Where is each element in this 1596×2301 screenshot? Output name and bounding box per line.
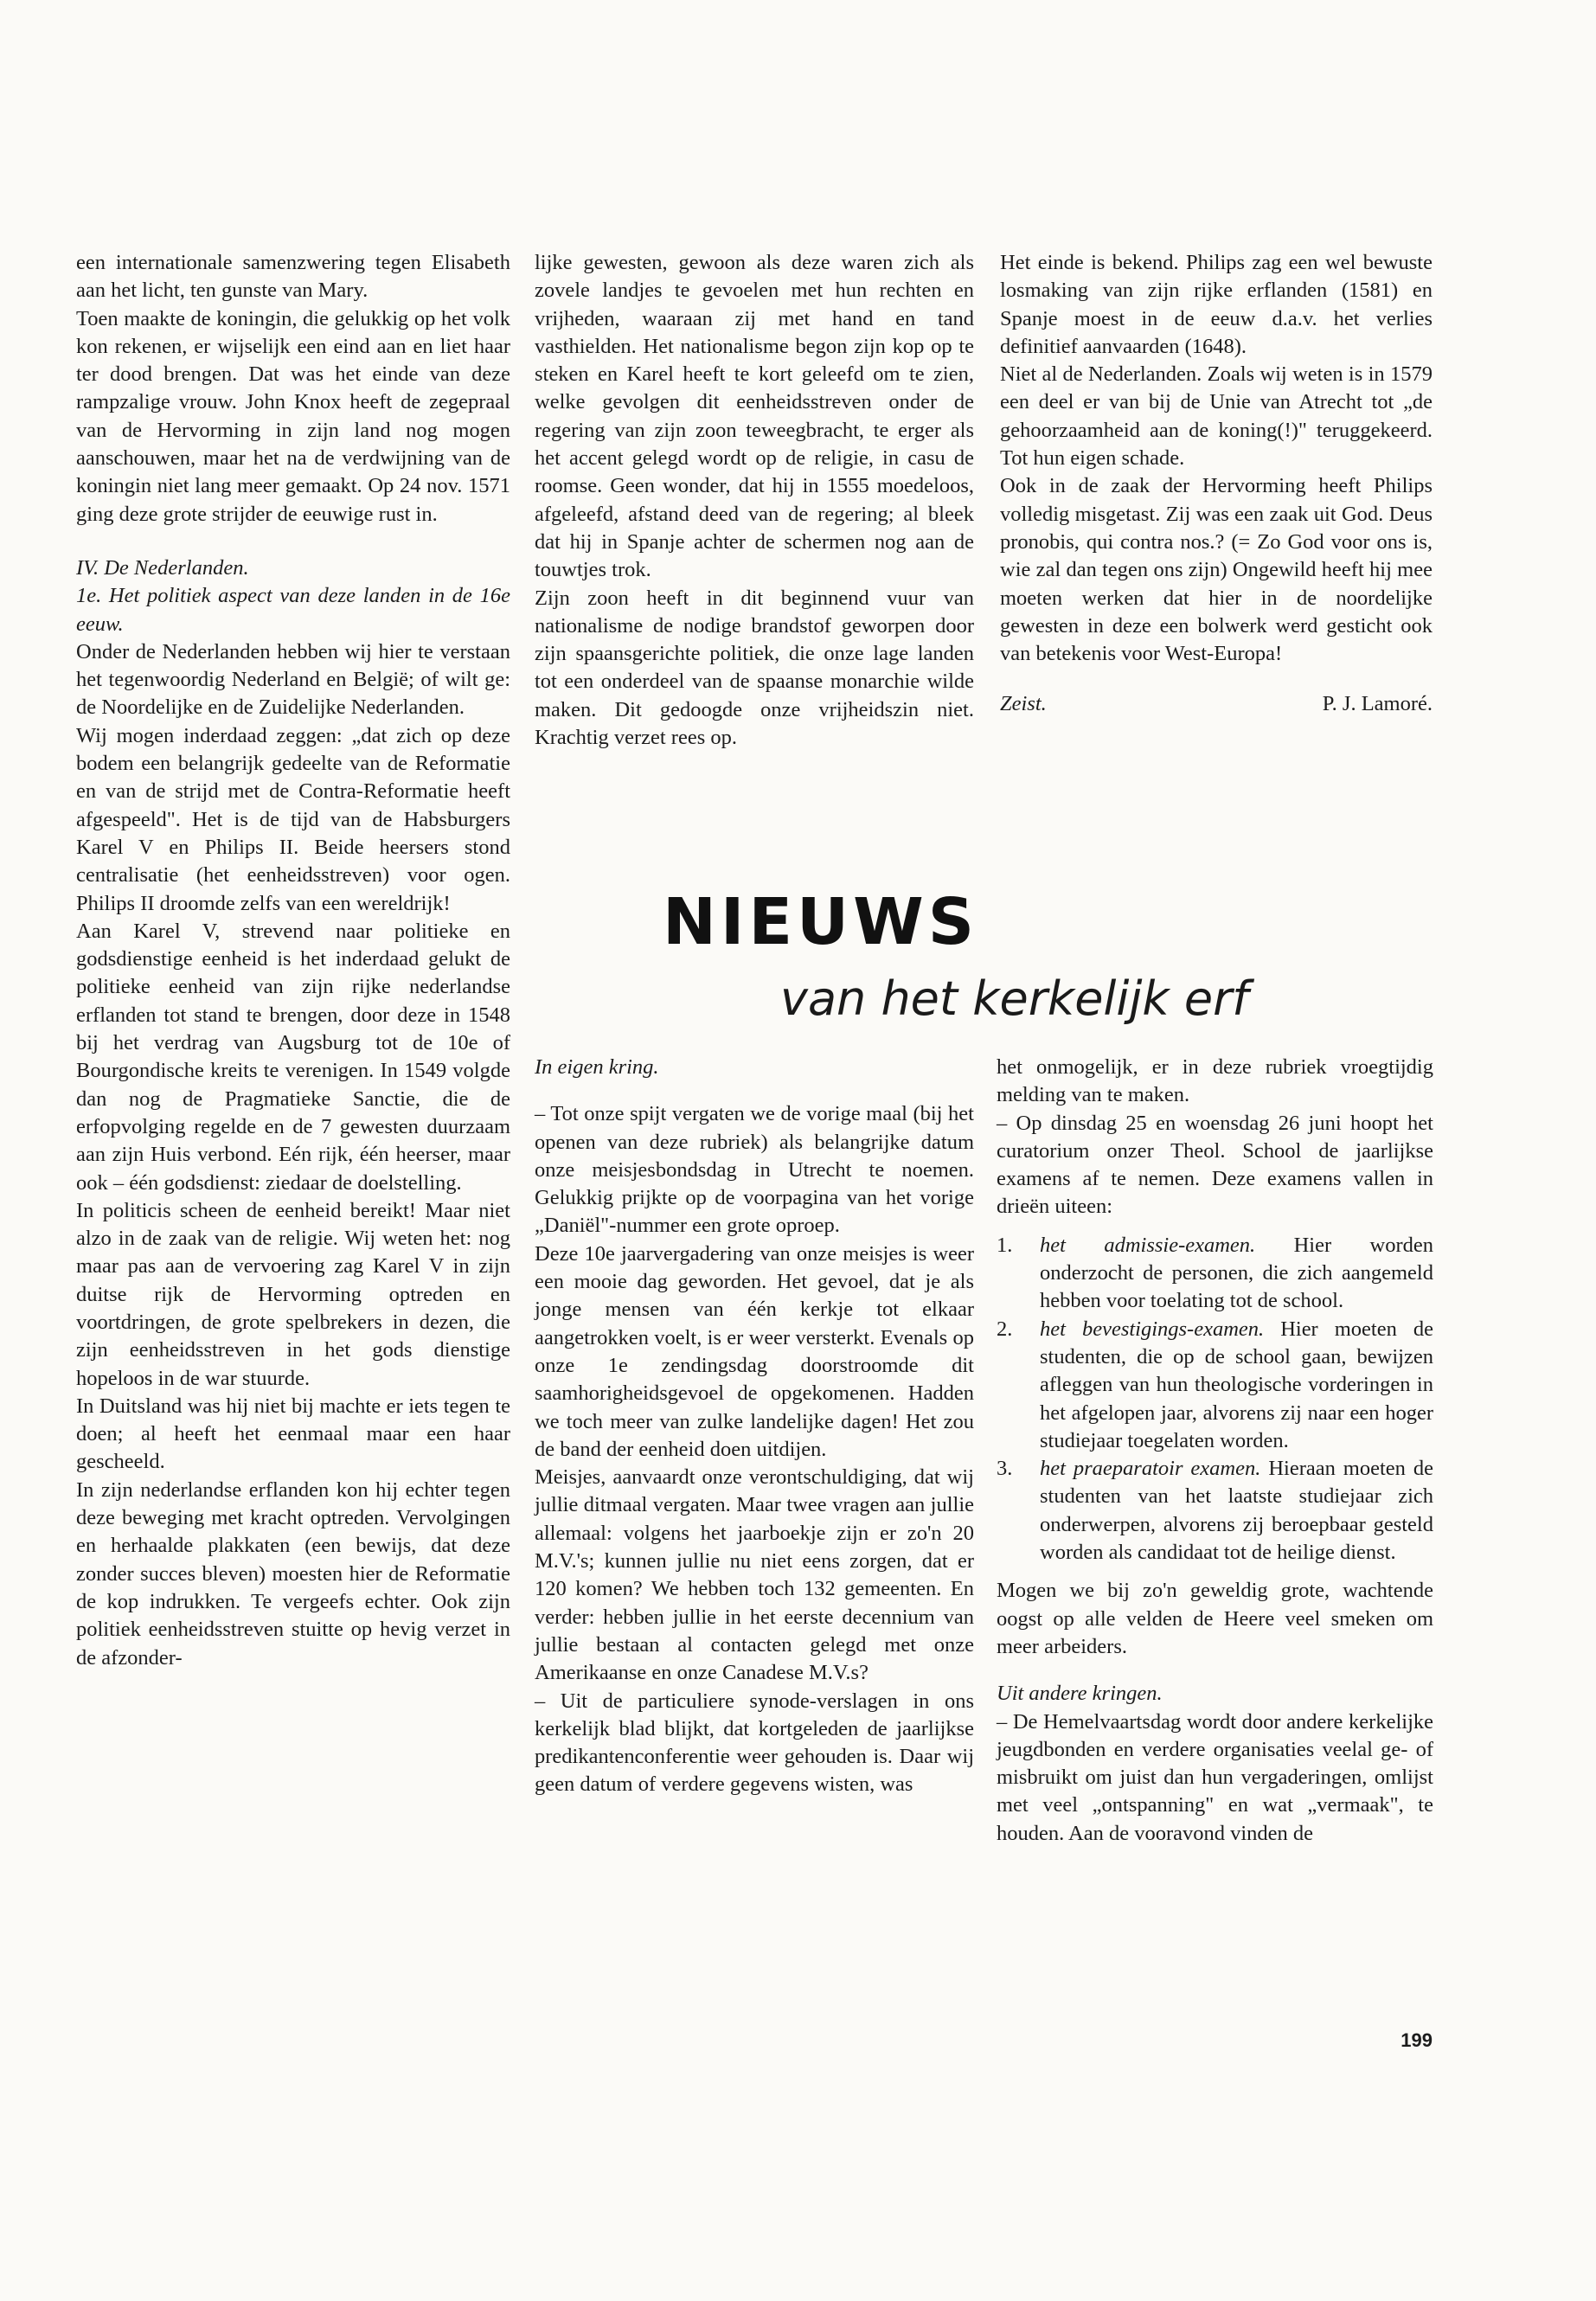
paragraph: het onmogelijk, er in deze rubriek vroegtijdig melding van te maken. xyxy=(997,1055,1433,1107)
paragraph: Meisjes, aanvaardt onze verontschuldiging, dat wij jullie ditmaal vergaten. Maar twee vragen aan jullie allemaal: volgens het jaarboekje zijn er zo'n 20 M.V.'s; kunnen jullie nu niet eens zorgen, dat er 120 komen? We hebben toch 132 gemeenten. En verder: hebben jullie in het eerste decennium van jullie bestaan al contacten gelegd met onze Amerikaanse en onze Canadese M.V.s? xyxy=(535,1465,974,1685)
paragraph: – Op dinsdag 25 en woensdag 26 juni hoopt het curatorium onzer Theol. School de jaarlijkse examens af te nemen. Deze examens vallen in drieën uiteen: xyxy=(997,1111,1433,1219)
news-section-heading: Uit andere kringen. xyxy=(997,1682,1163,1706)
paragraph: Zijn zoon heeft in dit beginnend vuur van nationalisme de nodige brandstof geworpen door zijn spaansgerichte politiek, die onze lage landen tot een onderdeel van de spaanse monarchie wilde maken. Dit gedoogde onze vrijheidszin niet. Krachtig verzet rees op. xyxy=(535,586,974,750)
paragraph: Mogen we bij zo'n geweldig grote, wachtende oogst op alle velden de Heere veel smeken om meer arbeiders. xyxy=(997,1579,1433,1658)
paragraph: een internationale samenzwering tegen Elisabeth aan het licht, ten gunste van Mary. xyxy=(76,251,510,303)
exam-name: het bevestigings-examen. xyxy=(1040,1317,1265,1341)
paragraph: – Uit de particuliere synode-verslagen in ons kerkelijk blad blijkt, dat kortgeleden de jaarlijkse predikantenconferentie weer gehouden is. Daar wij geen datum of verdere gegevens wisten, was xyxy=(535,1689,974,1797)
news-heading-title: NIEUWS xyxy=(663,885,979,959)
paragraph: Deze 10e jaarvergadering van onze meisjes is weer een mooie dag geworden. Het gevoel, dat je als jonge mensen van één kerkje tot elkaar aangetrokken voelt, is er weer versterkt. Evenals op onze 1e zendingsdag doorstroomde dit saamhorigheidsgevoel de opgekomenen. Hadden we toch meer van zulke landelijke dagen! Het zou de band der eenheid doen uitdijen. xyxy=(535,1241,974,1461)
news-column-left xyxy=(535,1054,974,1799)
list-item-body xyxy=(1040,1232,1433,1316)
section-heading: IV. De Nederlanden. xyxy=(76,555,249,580)
paragraph: Wij mogen inderdaad zeggen: „dat zich op deze bodem een belangrijk gedeelte van de Reformatie en van de strijd met de Contra-Reformatie heeft afgespeeld". Het is de tijd van de Habsburgers Karel V en Philips II. Beide heersers stond centralisatie (het eenheidsstreven) voor ogen. Philips II droomde zelfs van een wereldrijk! xyxy=(76,723,510,915)
signature-place: Zeist. xyxy=(1000,692,1047,716)
paragraph: In zijn nederlandse erflanden kon hij echter tegen deze beweging met kracht optreden. Vervolgingen en herhaalde plakkaten (een bewijs, dat deze zonder succes bleven) moesten hier de Reformatie de kop indrukken. Te vergeefs echter. Ook zijn politiek eenheidsstreven stuitte op hevig verzet in de afzonder- xyxy=(76,1477,510,1670)
paragraph: Aan Karel V, strevend naar politieke en godsdienstige eenheid is het inderdaad gelukt de politieke eenheid van zijn rijke nederlandse erflanden tot stand te brengen, door deze in 1548 bij het verdrag van Augsburg tot de 10e of Bourgondische kreits te verenigen. In 1549 volgde dan nog de Pragmatieke Sanctie, die de erfopvolging regelde en de 7 gewesten duurzaam aan zijn Huis verbond. Eén rijk, één heerser, maar ook – één godsdienst: ziedaar de doelstelling. xyxy=(76,919,510,1195)
article-column-3 xyxy=(1000,249,1433,719)
list-item xyxy=(997,1232,1433,1316)
signature xyxy=(1000,690,1433,718)
exam-text: Hier moeten de studenten, die op de school gaan, bewijzen afleggen van hun theologische vorderingen in het afgelopen jaar, alvorens zij naar een hoger studiejaar toegelaten worden. xyxy=(1040,1317,1433,1452)
list-item-body xyxy=(1040,1316,1433,1455)
exam-name: het admissie-examen. xyxy=(1040,1233,1256,1257)
exam-name: het praeparatoir examen. xyxy=(1040,1457,1261,1481)
list-number: 3. xyxy=(997,1457,1013,1481)
article-column-2 xyxy=(535,249,974,752)
subsection-heading: 1e. Het politiek aspect van deze landen in de 16e eeuw. xyxy=(76,584,510,636)
list-item-body xyxy=(1040,1455,1433,1567)
signature-author: P. J. Lamoré. xyxy=(1322,692,1433,716)
paragraph: In Duitsland was hij niet bij machte er iets tegen te doen; al heeft het eenmaal maar een haar gescheeld. xyxy=(76,1394,510,1474)
list-item xyxy=(997,1455,1433,1567)
paragraph: – De Hemelvaartsdag wordt door andere kerkelijke jeugdbonden en verdere organisaties veelal ge- of misbruikt om juist dan hun vergaderingen, omlijst met veel „ontspanning" en wat „vermaak", te houden. Aan de vooravond vinden de xyxy=(997,1709,1433,1845)
paragraph: Toen maakte de koningin, die gelukkig op het volk kon rekenen, er wijselijk een eind aan en liet haar ter dood brengen. Dat was het einde van deze rampzalige vrouw. John Knox heeft de zegepraal van de Hervorming in zijn land nog mogen aanschouwen, maar het na de verdwijning van de koningin niet lang meer gemaakt. Op 24 nov. 1571 ging deze grote strijder de eeuwige rust in. xyxy=(76,306,510,526)
paragraph: Het einde is bekend. Philips zag een wel bewuste losmaking van zijn rijke erflanden (1581) en Spanje moest in de eeuw d.a.v. het verlies definitief aanvaarden (1648). xyxy=(1000,251,1433,358)
list-number: 1. xyxy=(997,1233,1013,1257)
news-section-heading: In eigen kring. xyxy=(535,1055,659,1079)
exam-text: Hier worden onderzocht de personen, die zich aangemeld hebben voor toelating tot de school. xyxy=(1040,1233,1434,1313)
paragraph: Ook in de zaak der Hervorming heeft Philips volledig misgetast. Zij was een zaak uit God. Deus pronobis, qui contra nos.? (= Zo God voor ons is, wie zal dan tegen ons zijn) Ongewild heeft hij mee moeten werken dat hier in de noordelijke gewesten in deze een bolwerk werd gesticht ook van betekenis voor West-Europa! xyxy=(1000,474,1433,666)
list-number: 2. xyxy=(997,1317,1013,1341)
news-column-right xyxy=(997,1054,1433,1848)
paragraph: lijke gewesten, gewoon als deze waren zich als zovele landjes te gevoelen met hun rechten en vrijheden, waaraan zij met hand en tand vasthielden. Het nationalisme begon zijn kop op te steken en Karel heeft te kort geleefd om te zien, welke gevolgen dit eenheidsstreven onder de regering van zijn zoon teweegbracht, te erger als het accent gelegd wordt op de religie, in casu de roomse. Geen wonder, dat hij in 1555 moedeloos, afgeleefd, afstand deed van de regering; al bleek dat hij in Spanje achter de schermen nog aan de touwtjes trok. xyxy=(535,251,974,582)
page-number: 199 xyxy=(1401,2029,1433,2051)
exam-list xyxy=(997,1232,1433,1567)
exam-text: Hieraan moeten de studenten van het laatste studiejaar zich onderwerpen, alvorens zij beroepbaar gesteld worden als candidaat tot de heilige dienst. xyxy=(1040,1457,1433,1565)
paragraph: In politicis scheen de eenheid bereikt! Maar niet alzo in de zaak van de religie. Wij weten het: nog maar pas aan de vervoering zag Karel V in zijn duitse rijk de Hervorming optreden en voortdringen, de grote spelbrekers in dezen, die zijn eenheidsstreven in het gods dienstige hopeloos in de war stuurde. xyxy=(76,1198,510,1390)
paragraph: – Tot onze spijt vergaten we de vorige maal (bij het openen van deze rubriek) als belangrijke datum onze meisjesbondsdag in Utrecht te noemen. Gelukkig prijkte op de voorpagina van het vorige „Daniël"-nummer een grote oproep. xyxy=(535,1102,974,1238)
article-column-1 xyxy=(76,249,510,1672)
paragraph: Onder de Nederlanden hebben wij hier te verstaan het tegenwoordig Nederland en België; of wilt ge: de Noordelijke en de Zuidelijke Nederlanden. xyxy=(76,639,510,720)
news-heading-subtitle: van het kerkelijk erf xyxy=(780,971,1249,1026)
list-item xyxy=(997,1316,1433,1455)
paragraph: Niet al de Nederlanden. Zoals wij weten is in 1579 een deel er van bij de Unie van Atrecht tot „de gehoorzaamheid aan de koning(!)" teruggekeerd. Tot hun eigen schade. xyxy=(1000,362,1433,471)
